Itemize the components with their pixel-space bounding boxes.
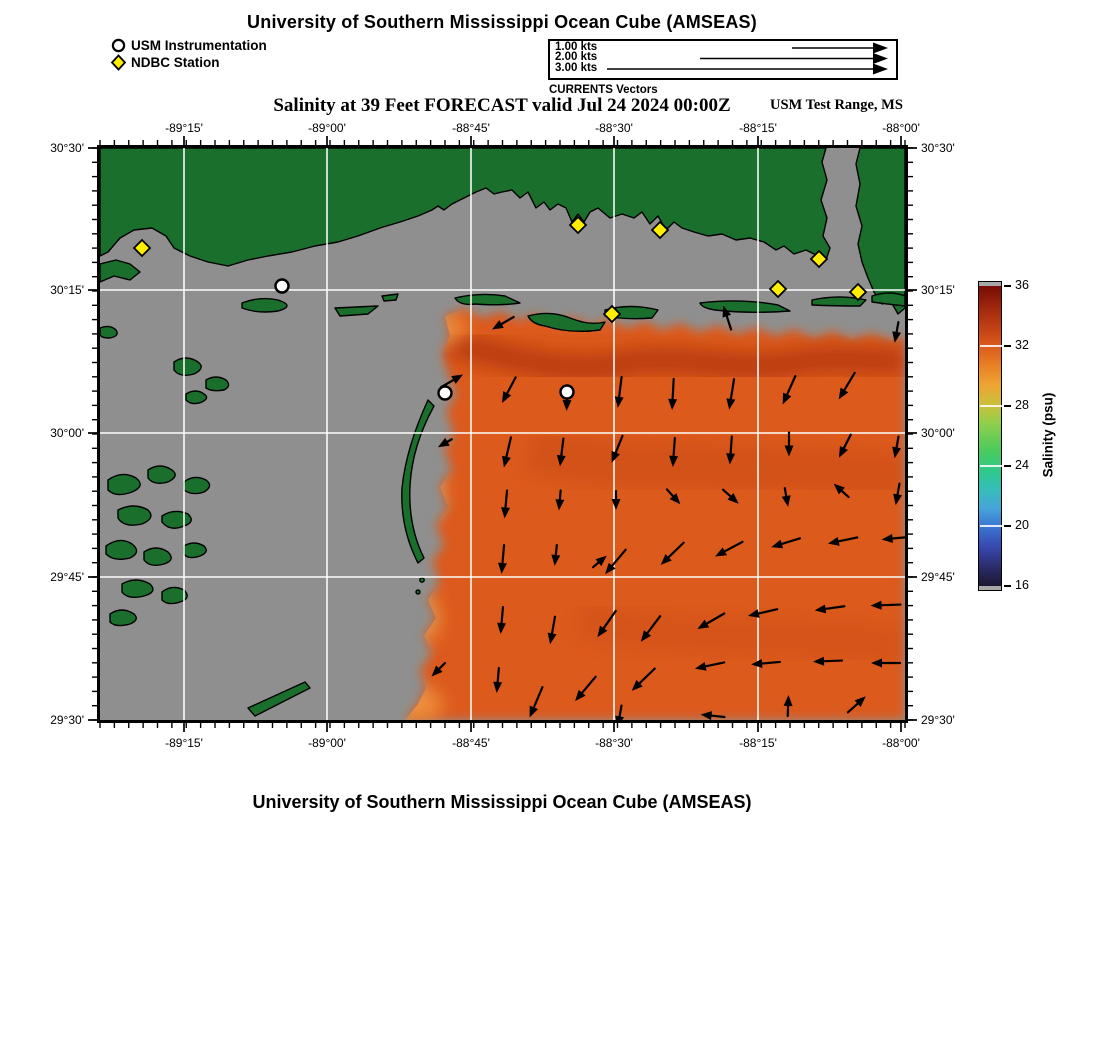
usm-station-marker (276, 280, 289, 293)
marker-legend-usm-label: USM Instrumentation (131, 38, 267, 53)
colorbar-tick-label: 32 (1015, 338, 1029, 352)
colorbar-gridline (980, 345, 1002, 347)
lon-tick-label: -89°00' (308, 736, 346, 750)
delta-hook (100, 260, 140, 282)
lat-tick-label: 29°45' (921, 570, 955, 584)
colorbar-gridline (980, 405, 1002, 407)
colorbar-tick-label: 36 (1015, 278, 1029, 292)
lat-tick-label: 30°30' (50, 141, 84, 155)
lat-tick-label: 29°30' (50, 713, 84, 727)
scale-arrow-head (873, 64, 888, 75)
current-vector-shaft (879, 605, 901, 606)
colorbar-tick (1004, 345, 1011, 347)
lon-tick-label: -89°15' (165, 121, 203, 135)
colorbar-tick (1004, 465, 1011, 467)
colorbar-tick-label: 20 (1015, 518, 1029, 532)
colorbar-gridline (980, 525, 1002, 527)
ndbc-station-marker (134, 240, 150, 256)
lon-tick-label: -88°30' (595, 121, 633, 135)
scale-arrow-head (873, 53, 888, 64)
lon-tick-label: -88°45' (452, 121, 490, 135)
lat-tick-label: 30°15' (50, 283, 84, 297)
lon-tick-label: -88°45' (452, 736, 490, 750)
lat-tick-label: 29°45' (50, 570, 84, 584)
currents-legend-arrows (550, 41, 896, 78)
currents-legend-caption: CURRENTS Vectors (549, 84, 658, 96)
marker-legend-ndbc-label: NDBC Station (131, 55, 220, 70)
lon-tick-label: -88°00' (882, 121, 920, 135)
currents-legend-label: 1.00 kts (555, 40, 598, 53)
map-canvas (97, 145, 908, 723)
lon-tick-label: -89°00' (308, 121, 346, 135)
marker-legend-ndbc (110, 54, 267, 71)
usm-station-marker (439, 387, 452, 400)
lat-tick-label: 30°00' (50, 426, 84, 440)
footer-title: University of Southern Mississippi Ocean Cube (AMSEAS) (252, 792, 752, 812)
mainland (100, 148, 830, 266)
current-vector-shaft (821, 661, 842, 662)
lat-tick-label: 30°00' (921, 426, 955, 440)
colorbar-tick (1004, 585, 1011, 587)
salinity-field (387, 308, 905, 720)
map-subtitle: Salinity at 39 Feet FORECAST valid Jul 24 2024 00:00Z (273, 95, 731, 116)
colorbar-gradient (979, 286, 1001, 586)
usm-circle-icon (110, 37, 127, 54)
ndbc-station-marker (770, 281, 786, 297)
map-graphic (100, 148, 905, 720)
colorbar-tick-label: 24 (1015, 458, 1029, 472)
currents-legend-label: 3.00 kts (555, 61, 598, 74)
ndbc-diamond-icon (110, 54, 127, 71)
lon-tick-label: -88°30' (595, 736, 633, 750)
colorbar-bar (978, 281, 1002, 591)
lon-tick-label: -89°15' (165, 736, 203, 750)
current-vector-shaft (672, 379, 673, 402)
current-vector-shaft (673, 438, 674, 459)
lon-tick-label: -88°15' (739, 736, 777, 750)
usm-station-marker (561, 386, 574, 399)
colorbar-gridline (980, 465, 1002, 467)
lat-tick-label: 29°30' (921, 713, 955, 727)
currents-legend-box (548, 39, 898, 80)
colorbar-tick (1004, 285, 1011, 287)
breton-island (248, 682, 310, 716)
colorbar-tick (1004, 405, 1011, 407)
marker-legend (110, 37, 267, 71)
colorbar-tick (1004, 525, 1011, 527)
chandeleur-islands (402, 400, 434, 563)
lon-tick-label: -88°15' (739, 121, 777, 135)
lat-tick-label: 30°30' (921, 141, 955, 155)
scale-arrow-head (873, 43, 888, 54)
colorbar-tick-label: 16 (1015, 578, 1029, 592)
colorbar-title: Salinity (psu) (1040, 392, 1056, 478)
lat-tick-label: 30°15' (921, 283, 955, 297)
region-label: USM Test Range, MS (770, 97, 903, 113)
currents-legend-label: 2.00 kts (555, 51, 598, 63)
lon-tick-label: -88°00' (882, 736, 920, 750)
marker-legend-usm (110, 37, 267, 54)
page-title: University of Southern Mississippi Ocean Cube (AMSEAS) (247, 12, 757, 32)
colorbar-tick-label: 28 (1015, 398, 1029, 412)
